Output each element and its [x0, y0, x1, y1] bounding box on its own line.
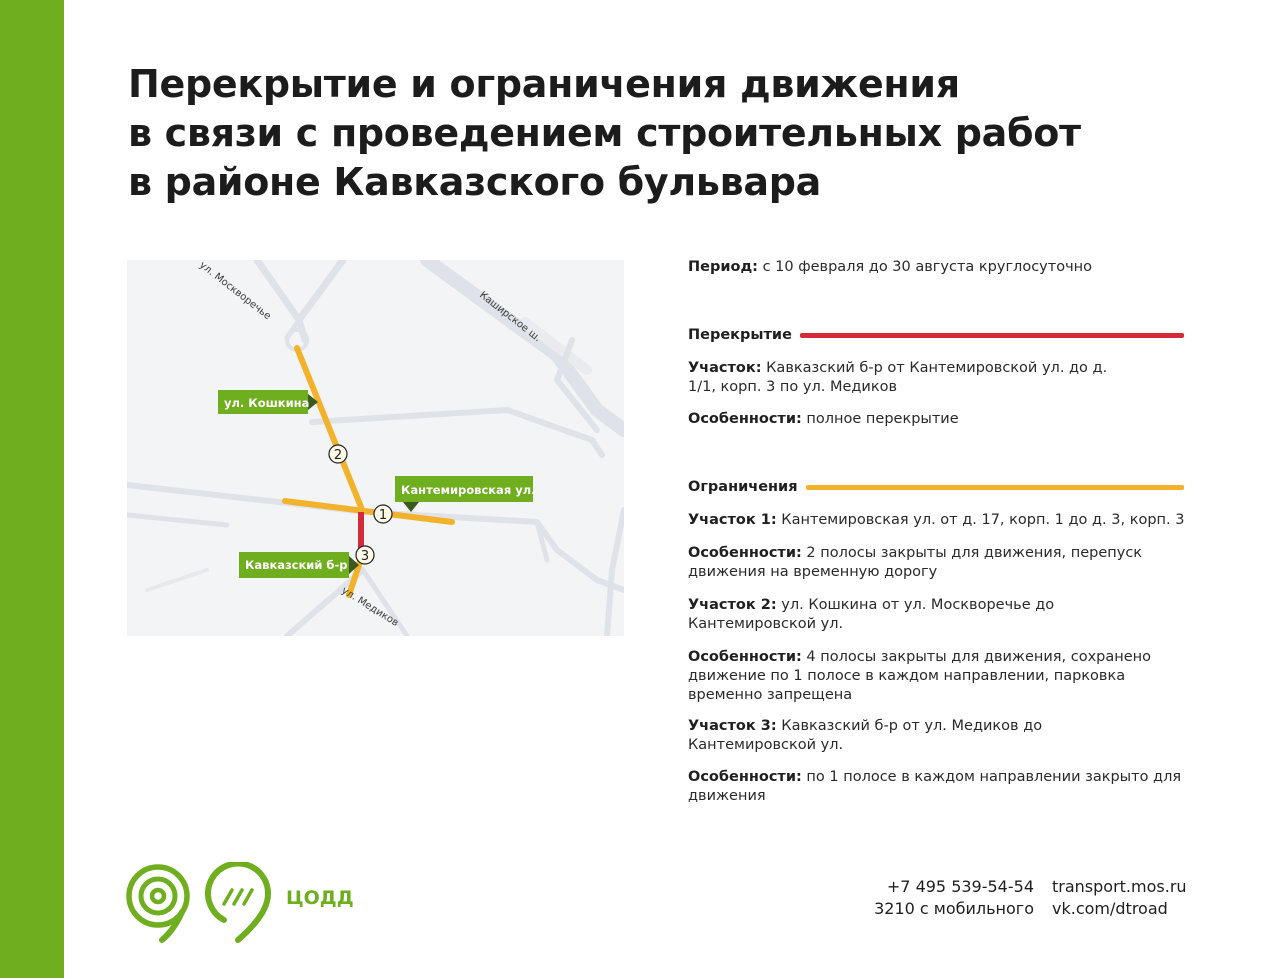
- restrictions-legend: [688, 477, 1184, 497]
- footer-logo: [126, 862, 366, 950]
- road-pin-icon: [208, 863, 268, 940]
- phone-number[interactable]: +7 495 539-54-54: [886, 877, 1034, 896]
- vk-link[interactable]: vk.com/dtroad: [1052, 899, 1168, 918]
- contacts-web-block: [1052, 876, 1202, 920]
- title-line-2: в связи с проведением строительных работ: [128, 111, 1081, 155]
- restriction-1-features: [688, 544, 1178, 582]
- closure-title: Перекрытие: [688, 327, 792, 343]
- restriction-3-features-value: по 1 полосе в каждом направлении закрыто для движения: [688, 769, 1182, 804]
- marker-3-text: 3: [360, 549, 370, 564]
- codd-logo: [126, 862, 366, 946]
- closure-section-value: Кавказский б-р от Кантемировской ул. до д. 1/1, корп. 3 по ул. Медиков: [688, 360, 1108, 395]
- marker-3: [356, 546, 374, 564]
- restriction-3-label: Участок 3:: [688, 718, 777, 734]
- restriction-1-section: [688, 511, 1188, 530]
- nine-icon: [129, 867, 187, 940]
- restriction-3-value: Кавказский б-р от ул. Медиков до Кантемировской ул.: [688, 718, 1043, 753]
- restriction-1-value: Кантемировская ул. от д. 17, корп. 1 до д. 3, корп. 3: [781, 512, 1185, 528]
- restriction-1-label: Участок 1:: [688, 512, 777, 528]
- restrictions-legend-line: [806, 485, 1184, 490]
- left-accent-bar: [0, 0, 64, 978]
- tag-kantemirovskaya: [395, 476, 536, 512]
- closure-section-label: Участок:: [688, 360, 762, 376]
- marker-1-text: 1: [378, 508, 388, 523]
- period-info: [688, 258, 1188, 277]
- tag-koshkina-text: ул. Кошкина: [224, 396, 310, 410]
- tag-kavkazsky: [239, 552, 359, 578]
- marker-1: [374, 505, 392, 523]
- tag-kavkazsky-text: Кавказский б-р: [245, 558, 348, 572]
- restrictions-title: Ограничения: [688, 479, 798, 495]
- restriction-2-section: [688, 596, 1088, 634]
- route-map-svg: [127, 260, 624, 636]
- period-value: с 10 февраля до 30 августа круглосуточно: [762, 259, 1092, 275]
- restriction-2-features: [688, 648, 1158, 705]
- page-title: [128, 60, 1208, 207]
- restriction-line-koshkina: [297, 348, 363, 512]
- restriction-3-features: [688, 768, 1184, 806]
- restriction-2-value: ул. Кошкина от ул. Москворечье до Кантемировской ул.: [688, 597, 1055, 632]
- street-label-medikov: ул. Медиков: [339, 585, 401, 629]
- tag-kantemirovskaya-text: Кантемировская ул.: [401, 483, 536, 497]
- marker-2-text: 2: [333, 448, 343, 463]
- contacts-phone-block: [862, 876, 1034, 920]
- closure-legend: [688, 325, 1184, 345]
- background-roads: [127, 260, 624, 636]
- street-label-kashirskoe: Каширское ш.: [477, 289, 543, 345]
- title-line-3: в районе Кавказского бульвара: [128, 160, 821, 204]
- mobile-number[interactable]: 3210 с мобильного: [874, 899, 1034, 918]
- closure-features-value: полное перекрытие: [806, 411, 959, 427]
- period-label: Период:: [688, 259, 758, 275]
- street-label-moskvorechye: ул. Москворечье: [197, 260, 273, 323]
- restriction-2-features-label: Особенности:: [688, 649, 802, 665]
- closure-legend-line: [800, 333, 1184, 338]
- restriction-2-label: Участок 2:: [688, 597, 777, 613]
- restriction-2-features-value: 4 полосы закрыты для движения, сохранено движение по 1 полосе в каждом направлении, парковка временно запрещена: [688, 649, 1152, 703]
- tag-koshkina: [218, 390, 318, 414]
- closure-features-label: Особенности:: [688, 411, 802, 427]
- route-map: [127, 260, 624, 636]
- title-line-1: Перекрытие и ограничения движения: [128, 62, 960, 106]
- org-name: ЦОДД: [286, 887, 354, 909]
- site-link[interactable]: transport.mos.ru: [1052, 877, 1187, 896]
- restriction-3-features-label: Особенности:: [688, 769, 802, 785]
- restriction-line-kantemirovskaya: [285, 501, 452, 522]
- restriction-1-features-value: 2 полосы закрыты для движения, перепуск движения на временную дорогу: [688, 545, 1143, 580]
- closure-features: [688, 410, 1188, 429]
- closure-section: [688, 359, 1108, 397]
- restriction-1-features-label: Особенности:: [688, 545, 802, 561]
- restriction-3-section: [688, 717, 1108, 755]
- marker-2: [329, 445, 347, 463]
